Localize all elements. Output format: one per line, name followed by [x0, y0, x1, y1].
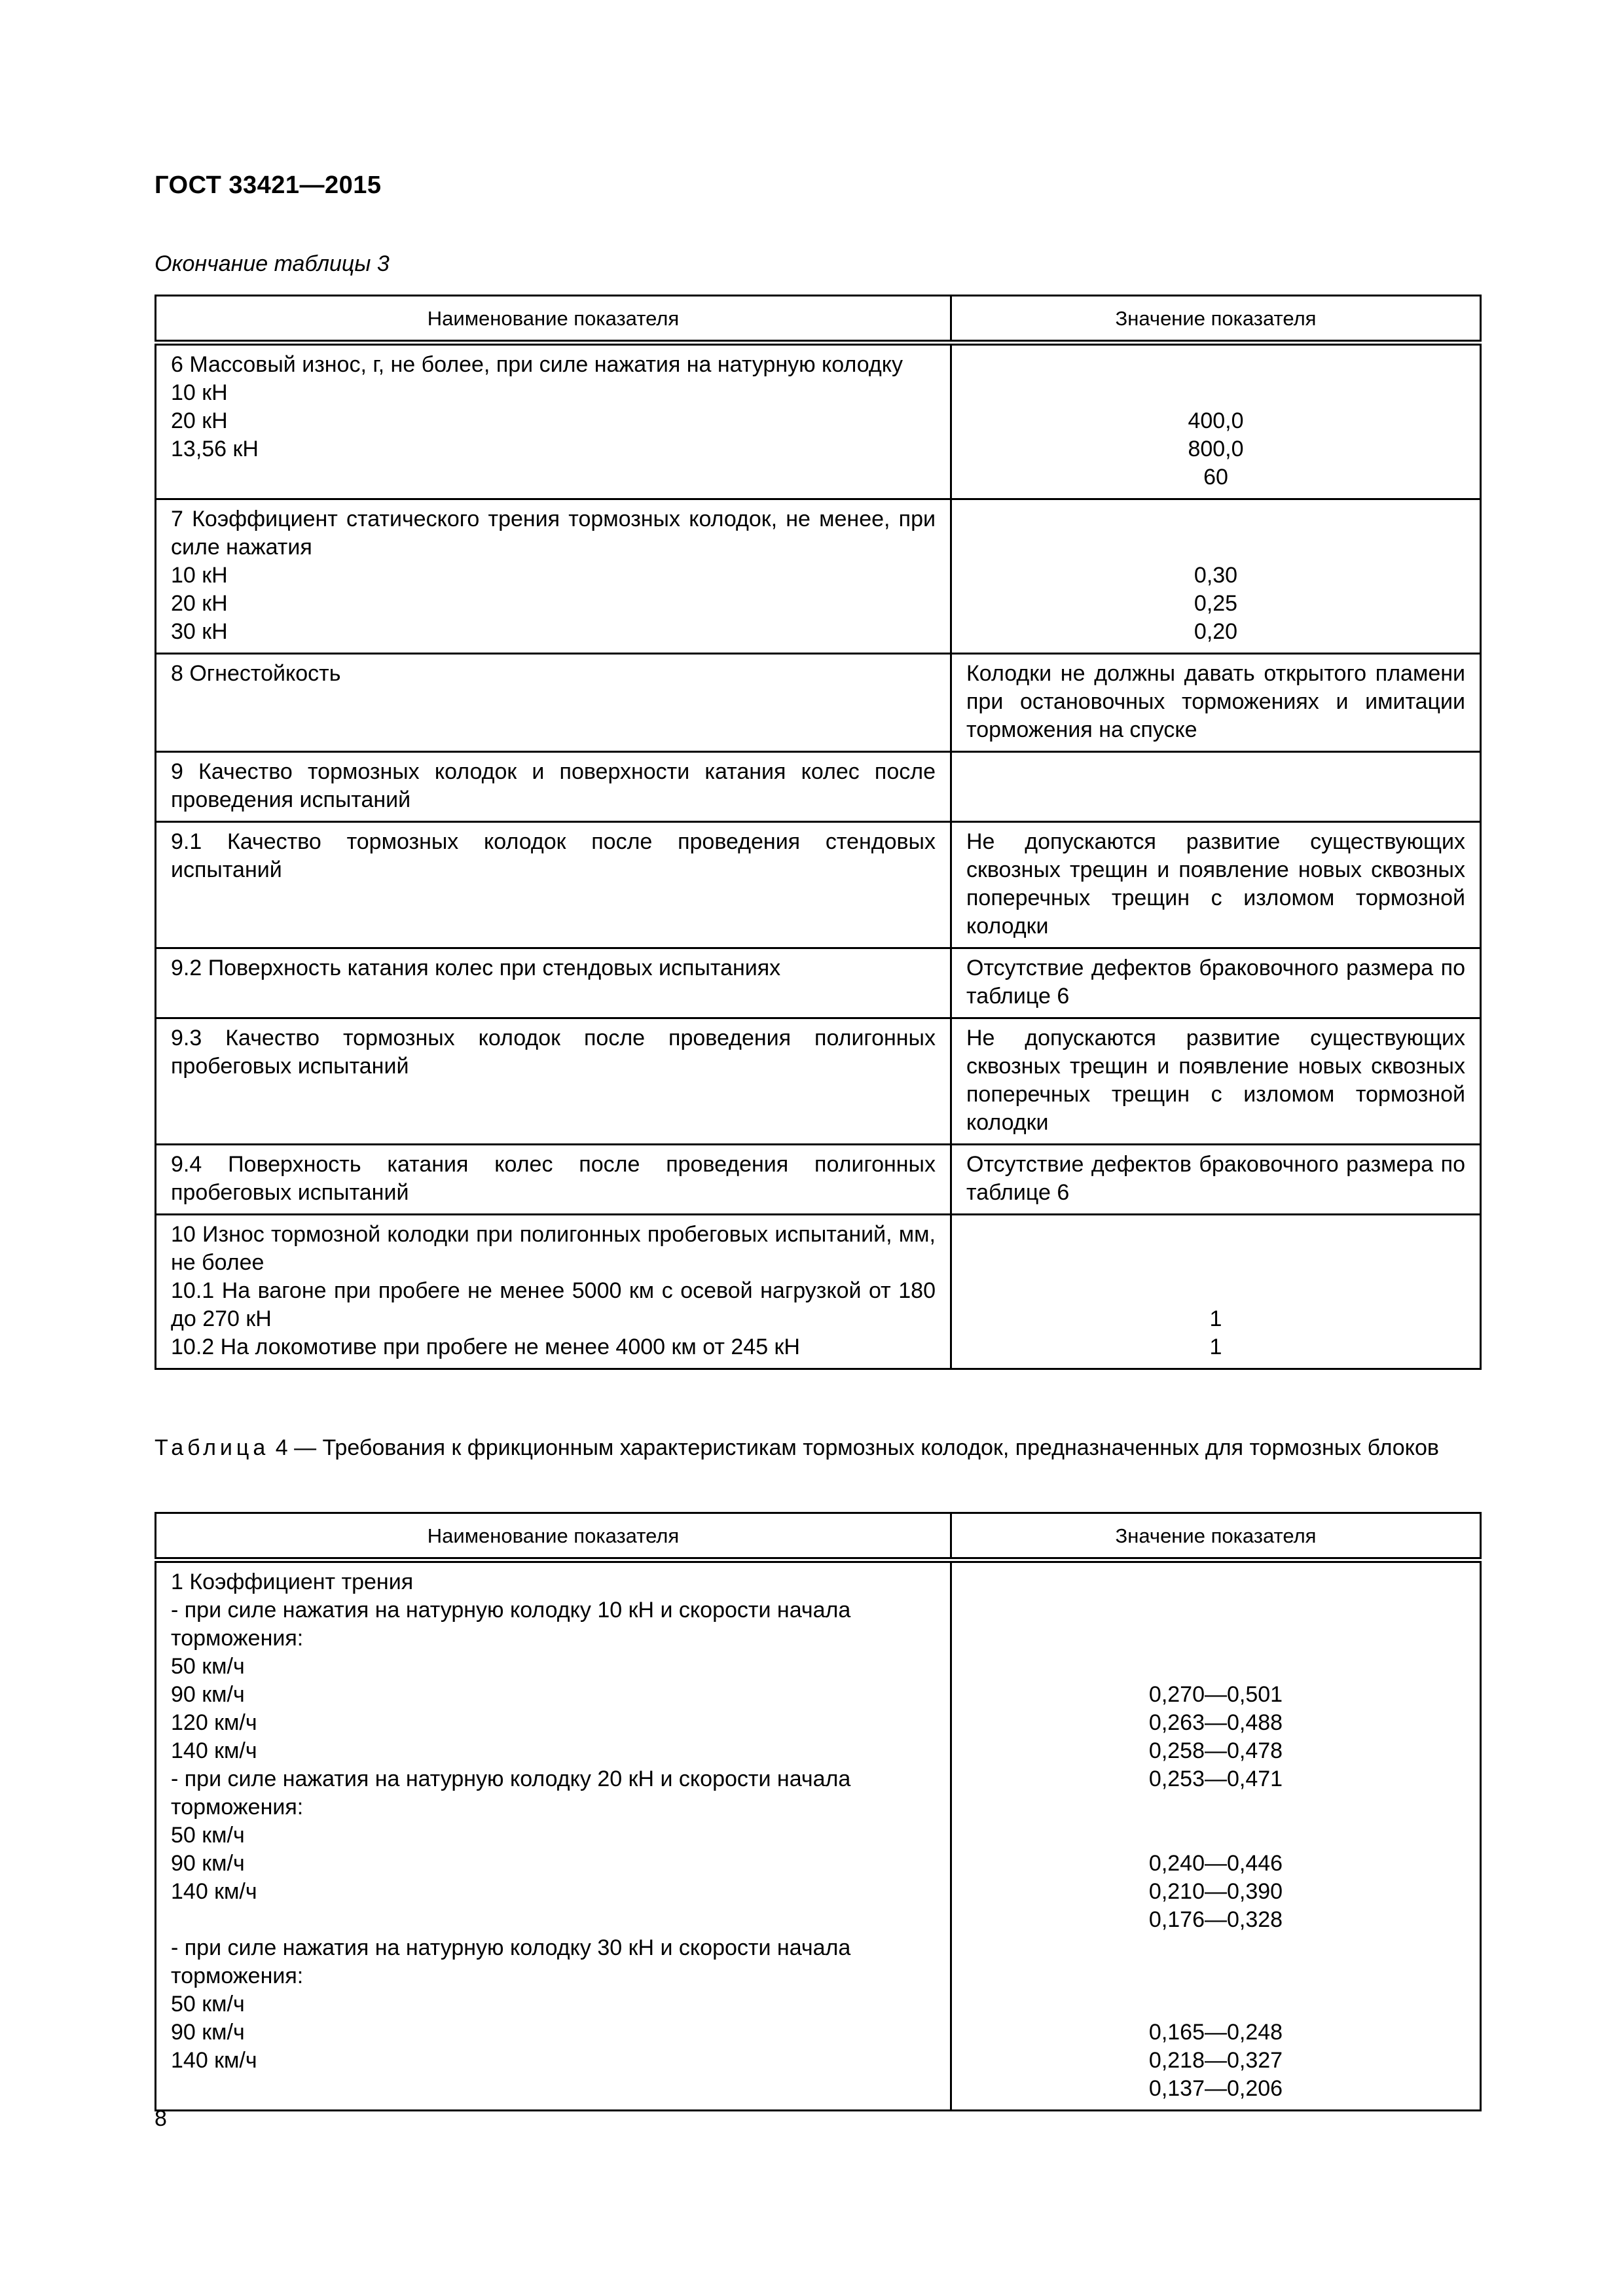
load-item: 10 кН	[171, 380, 228, 405]
row-value-cell: Не допускаются развитие существующих сквозных трещин и появление новых сквозных поперечных трещин с изломом тормозной колодки	[951, 1018, 1481, 1145]
value-item: 0,165—0,248	[1148, 2020, 1283, 2045]
condition-text: - при силе нажатия на натурную колодку 20 кН и скорости начала торможения:	[171, 1767, 851, 1820]
value-item: 0,176—0,328	[1148, 1907, 1283, 1932]
table-row	[156, 343, 1481, 499]
row-value-cell	[951, 1560, 1481, 2111]
value-item: 0,263—0,488	[1148, 1710, 1283, 1735]
table-row	[156, 752, 1481, 822]
row-name-cell	[156, 1560, 951, 2111]
sub-item: 10.2 На локомотиве при пробеге не менее 4000 км от 245 кН	[171, 1335, 800, 1359]
row-name-cell: 9 Качество тормозных колодок и поверхности катания колес после проведения испытаний	[156, 752, 951, 822]
row-value-cell: Колодки не должны давать открытого пламени при остановочных торможениях и имитации торможения на спуске	[951, 654, 1481, 752]
row-name-cell: 9.1 Качество тормозных колодок после проведения стендовых испытаний	[156, 822, 951, 948]
load-item: 10 кН	[171, 563, 228, 588]
row-title: 1 Коэффициент трения	[171, 1570, 414, 1594]
value-item: 800,0	[1188, 437, 1244, 461]
speed-item: 50 км/ч	[171, 1654, 245, 1679]
row-name-cell	[156, 343, 951, 499]
load-item: 20 кН	[171, 591, 228, 616]
row-value-cell: Не допускаются развитие существующих сквозных трещин и появление новых сквозных поперечных трещин с изломом тормозной колодки	[951, 822, 1481, 948]
value-item: 0,240—0,446	[1148, 1851, 1283, 1876]
caption-text: 4 — Требования к фрикционным характеристикам тормозных колодок, предназначенных для тормозных блоков	[269, 1435, 1439, 1460]
value-item: 1	[1209, 1306, 1222, 1331]
value-item: 0,210—0,390	[1148, 1879, 1283, 1904]
document-code: ГОСТ 33421—2015	[155, 171, 382, 199]
row-title: 8 Огнестойкость	[171, 661, 341, 686]
table-row	[156, 654, 1481, 752]
column-header-value: Значение показателя	[951, 1513, 1481, 1560]
row-name-cell: 9.3 Качество тормозных колодок после проведения полигонных пробеговых испытаний	[156, 1018, 951, 1145]
value-item: 0,270—0,501	[1148, 1682, 1283, 1707]
table-header-row	[156, 1513, 1481, 1560]
load-item: 30 кН	[171, 619, 228, 644]
condition-text: - при силе нажатия на натурную колодку 10 кН и скорости начала торможения:	[171, 1598, 851, 1651]
load-item: 13,56 кН	[171, 437, 259, 461]
row-value-cell	[951, 752, 1481, 822]
table-3	[155, 295, 1482, 1370]
table-continuation-label: Окончание таблицы 3	[155, 251, 390, 276]
table-row	[156, 1145, 1481, 1215]
value-item: 60	[1203, 465, 1228, 490]
column-header-name: Наименование показателя	[156, 296, 951, 343]
value-item: 0,25	[1194, 591, 1238, 616]
row-title: 10 Износ тормозной колодки при полигонных пробеговых испытаний, мм, не более	[171, 1222, 936, 1275]
table-row	[156, 499, 1481, 654]
load-item: 20 кН	[171, 408, 228, 433]
speed-item: 50 км/ч	[171, 1823, 245, 1848]
row-name-cell: 9.4 Поверхность катания колес после проведения полигонных пробеговых испытаний	[156, 1145, 951, 1215]
value-item: 0,218—0,327	[1148, 2048, 1283, 2073]
row-value-cell	[951, 499, 1481, 654]
table-header-row	[156, 296, 1481, 343]
row-title: 6 Массовый износ, г, не более, при силе нажатия на натурную колодку	[171, 352, 903, 377]
speed-item: 90 км/ч	[171, 2020, 245, 2045]
table-row	[156, 948, 1481, 1018]
caption-label: Таблица	[155, 1435, 270, 1460]
table-row	[156, 1215, 1481, 1369]
value-item: 0,20	[1194, 619, 1238, 644]
row-value-cell	[951, 1215, 1481, 1369]
speed-item: 140 км/ч	[171, 1738, 257, 1763]
row-name-cell	[156, 654, 951, 752]
column-header-name: Наименование показателя	[156, 1513, 951, 1560]
table-row	[156, 822, 1481, 948]
speed-item: 120 км/ч	[171, 1710, 257, 1735]
row-value-cell	[951, 343, 1481, 499]
value-item: 400,0	[1188, 408, 1244, 433]
value-item: 1	[1209, 1335, 1222, 1359]
speed-item: 140 км/ч	[171, 1879, 257, 1904]
speed-item: 140 км/ч	[171, 2048, 257, 2073]
table-4	[155, 1512, 1482, 2111]
table-row	[156, 1560, 1481, 2111]
value-item: 0,30	[1194, 563, 1238, 588]
page-number: 8	[155, 2106, 167, 2131]
table-row	[156, 1018, 1481, 1145]
table-4-caption	[155, 1433, 1477, 1462]
value-item: 0,258—0,478	[1148, 1738, 1283, 1763]
value-item: 0,253—0,471	[1148, 1767, 1283, 1791]
row-title: 7 Коэффициент статического трения тормозных колодок, не менее, при силе нажатия	[171, 507, 936, 560]
row-name-cell	[156, 1215, 951, 1369]
speed-item: 90 км/ч	[171, 1851, 245, 1876]
speed-item: 90 км/ч	[171, 1682, 245, 1707]
row-value-cell: Отсутствие дефектов браковочного размера по таблице 6	[951, 948, 1481, 1018]
value-item: 0,137—0,206	[1148, 2076, 1283, 2101]
condition-text: - при силе нажатия на натурную колодку 30 кН и скорости начала торможения:	[171, 1935, 851, 1988]
row-name-cell: 9.2 Поверхность катания колес при стендовых испытаниях	[156, 948, 951, 1018]
sub-item: 10.1 На вагоне при пробеге не менее 5000 км с осевой нагрузкой от 180 до 270 кН	[171, 1278, 936, 1331]
row-name-cell	[156, 499, 951, 654]
column-header-value: Значение показателя	[951, 296, 1481, 343]
speed-item: 50 км/ч	[171, 1992, 245, 2017]
row-value-cell: Отсутствие дефектов браковочного размера по таблице 6	[951, 1145, 1481, 1215]
